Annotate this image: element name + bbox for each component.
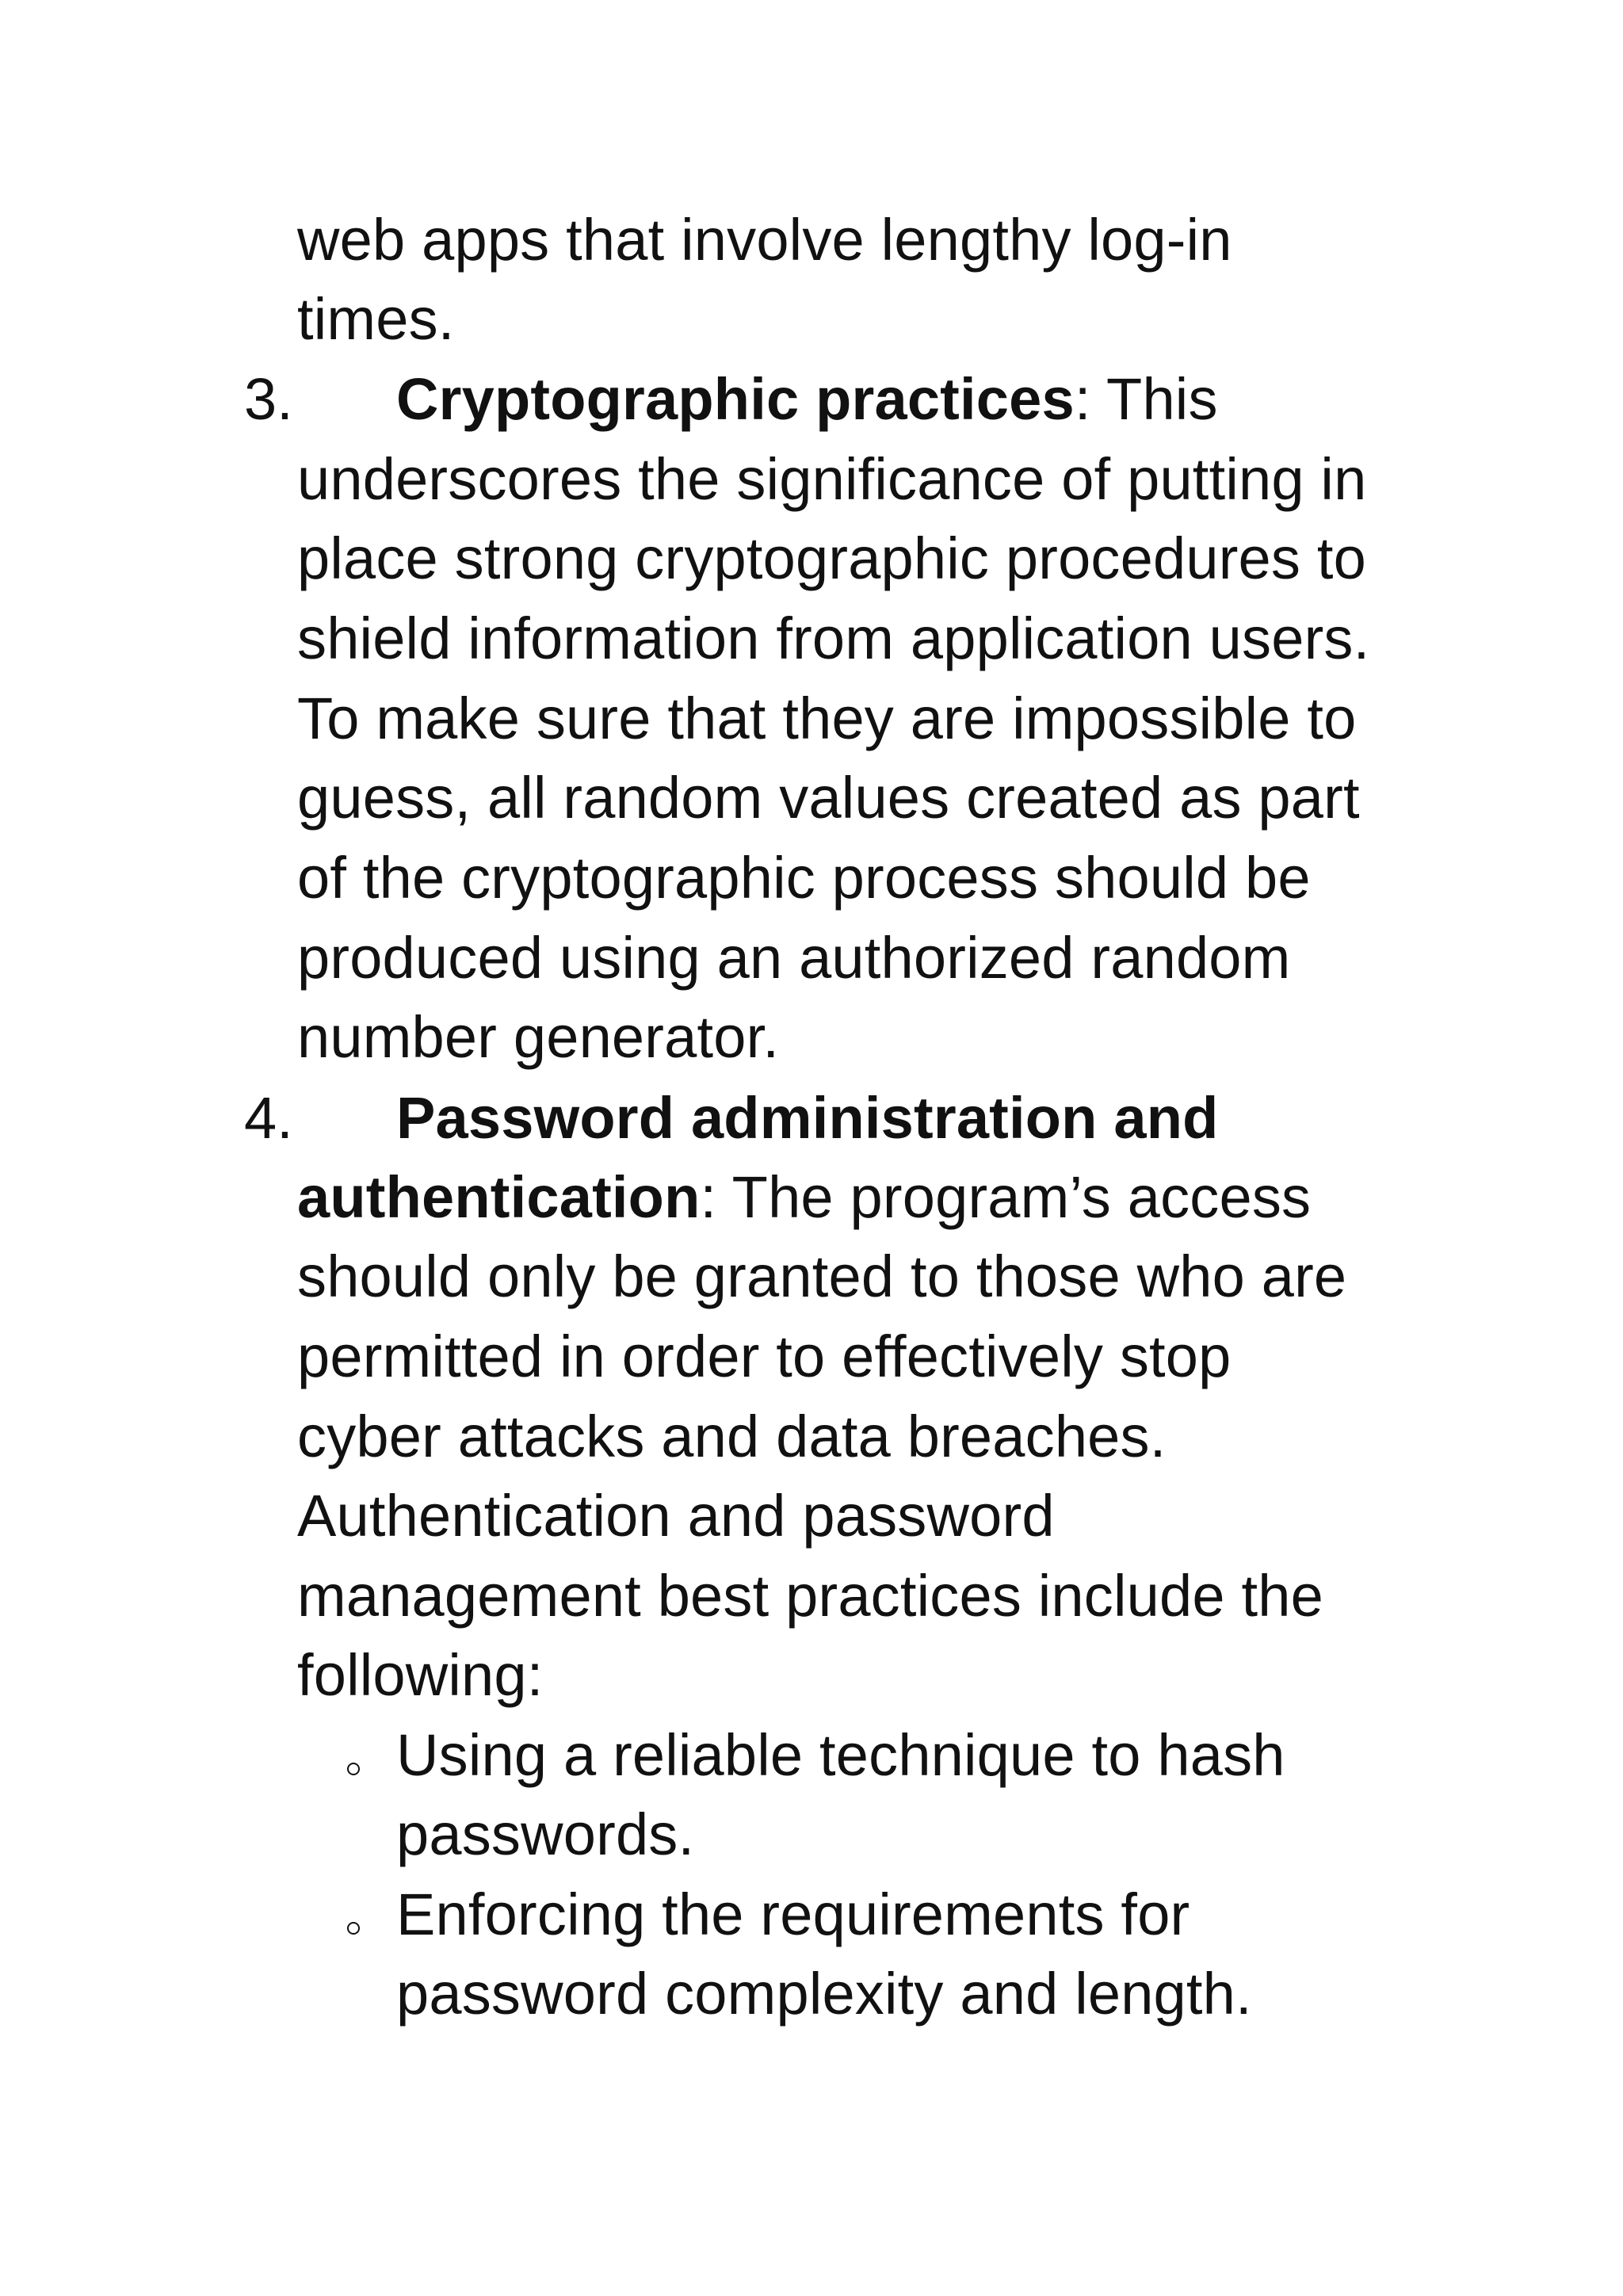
list-number-3: 3. [244, 366, 293, 432]
list-number-4: 4. [244, 1085, 293, 1151]
bullet-circle-icon [347, 1922, 360, 1935]
bullet-item-line: passwords. [396, 1801, 695, 1867]
list-item-4-heading: Password administration and [396, 1085, 1219, 1151]
paragraph-line: of the cryptographic process should be [297, 845, 1311, 911]
paragraph-line: web apps that involve lengthy log-in [297, 207, 1232, 273]
paragraph-line: produced using an authorized random [297, 925, 1291, 991]
paragraph-line: shield information from application users. [297, 606, 1370, 671]
list-item-3-heading-suffix: : This [1074, 366, 1218, 432]
paragraph-line: guess, all random values created as part [297, 765, 1360, 831]
list-item-3-heading-line [396, 360, 1218, 439]
bullet-circle-icon [347, 1763, 360, 1775]
list-item-4-heading-continued: authentication [297, 1164, 701, 1230]
bullet-item-line: Using a reliable technique to hash [396, 1722, 1285, 1788]
paragraph-line: Authentication and password [297, 1483, 1055, 1549]
bullet-item-line: password complexity and length. [396, 1961, 1252, 2027]
list-item-3-heading: Cryptographic practices [396, 366, 1075, 432]
paragraph-line: To make sure that they are impossible to [297, 686, 1357, 751]
paragraph-line: times. [297, 286, 455, 352]
list-item-4-heading-line [297, 1158, 1311, 1237]
paragraph-line: cyber attacks and data breaches. [297, 1404, 1167, 1469]
paragraph-line: management best practices include the [297, 1563, 1323, 1629]
paragraph-line: following: [297, 1642, 544, 1708]
paragraph-line: permitted in order to effectively stop [297, 1324, 1232, 1389]
bullet-item-line: Enforcing the requirements for [396, 1881, 1190, 1947]
paragraph-line: place strong cryptographic procedures to [297, 525, 1366, 591]
paragraph-line: number generator. [297, 1004, 780, 1070]
paragraph-line: should only be granted to those who are [297, 1244, 1347, 1309]
paragraph-line: underscores the significance of putting in [297, 446, 1367, 512]
list-item-4-heading-suffix: : The program’s access [700, 1164, 1312, 1230]
